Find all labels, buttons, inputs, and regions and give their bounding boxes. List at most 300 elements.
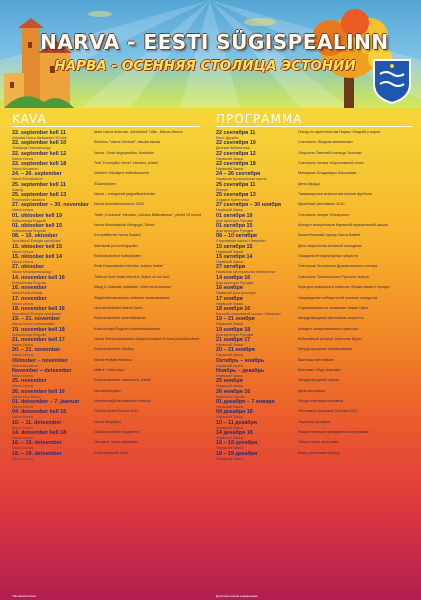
event-row	[216, 399, 416, 409]
event-venue: Narva Muusikakool	[12, 177, 43, 182]
event-venue: Спортивная школа «Энергия»	[216, 239, 267, 244]
event-row	[12, 430, 210, 440]
event-description: Narva Sümfooniaorkestri dirigendi Anatoli Schura juubelikontsert	[94, 336, 200, 341]
event-venue: Narva Linnus	[12, 249, 34, 254]
event-row	[12, 347, 210, 357]
event-description: Näitus "Ostes koju"	[94, 367, 126, 372]
event-venue: Бассейн спортивной школы «Энергия»	[216, 311, 282, 316]
event-description: Спектакль Таллиннского Русского театра	[298, 274, 369, 279]
event-venue: Нарвский Замок	[216, 342, 244, 347]
event-date: 08 – 10 октября	[216, 233, 257, 240]
event-when	[216, 399, 300, 409]
event-when	[216, 440, 300, 450]
event-description: Рождественская праздничная программа	[298, 429, 369, 434]
event-venue: Дом культуры Ругодив	[216, 229, 254, 234]
event-when	[12, 327, 96, 337]
event-when	[216, 213, 300, 223]
event-date: 22 сентября 10	[216, 140, 256, 147]
event-description: Eesti Draamateatri etendus „Istutus kastis“	[94, 264, 164, 269]
event-row	[216, 192, 416, 202]
poster-title-russian: НАРВА - ОСЕННЯЯ СТОЛИЦА ЭСТОНИИ	[54, 58, 356, 74]
event-description: Tallinna Vene teatri etendus „Naine on kui kuu“	[94, 274, 171, 279]
event-date: 24 – 26 сентября	[216, 171, 261, 178]
event-when	[216, 378, 300, 388]
event-when	[12, 306, 96, 316]
event-when	[216, 420, 300, 430]
event-venue: Йоаорг	[216, 187, 228, 192]
event-row	[216, 389, 416, 399]
event-venue: Narva Linnus	[12, 353, 34, 358]
event-when	[216, 182, 300, 192]
event-venue: Narva Linnus	[12, 301, 34, 306]
event-when	[216, 254, 300, 264]
event-date: 08. – 10. oktoober	[12, 233, 58, 240]
event-description: Мемориал Владимира Николаева	[298, 171, 357, 176]
event-row	[216, 358, 416, 368]
event-row	[12, 378, 210, 388]
event-row	[12, 306, 210, 316]
event-row	[216, 161, 416, 171]
event-row	[12, 264, 210, 274]
event-description: Südamepäev	[94, 181, 116, 186]
event-when	[12, 368, 96, 378]
event-description: Mark Narva ümbruse „Merekõnd“ Ulila - Narva-Jõesuu	[94, 130, 183, 134]
event-when	[12, 296, 96, 306]
event-row	[216, 378, 416, 388]
event-description: Noorteleabipäev	[94, 388, 121, 393]
heading-divider-estonian	[12, 126, 200, 127]
event-venue: võidukai Narva Aleksanteri 20 kirik	[12, 136, 67, 140]
event-venue: Нарвский Замок	[216, 167, 244, 172]
event-row	[12, 420, 210, 430]
event-when	[12, 182, 96, 192]
event-date: 19 – 21 ноября	[216, 316, 255, 323]
event-description: Rahvusvaheline kultuuripäev	[94, 254, 142, 259]
event-when	[12, 275, 96, 285]
event-description: Спектакль театра «Конкулюс»	[298, 212, 350, 217]
event-venue: Kultuurimaja Rugodiv	[12, 332, 47, 337]
event-row	[216, 202, 416, 212]
event-row	[216, 254, 416, 264]
event-description: Narva festivali eeskava	[94, 357, 132, 362]
event-row	[12, 233, 210, 243]
event-when	[12, 440, 96, 450]
event-when	[216, 316, 300, 326]
event-when	[12, 378, 96, 388]
event-when	[216, 140, 300, 150]
event-description: Концерт выпускников Нарвской музыкальной школы	[298, 223, 389, 228]
event-venue: Нарвский Замок	[216, 301, 244, 306]
event-row	[216, 171, 416, 181]
event-date: 17. november	[12, 295, 47, 302]
event-date: 22. september kell 11	[12, 130, 66, 136]
event-date: 18. november kell 16	[12, 305, 65, 312]
event-row	[12, 368, 210, 378]
event-date: 19. november kell 18	[12, 326, 65, 333]
event-date: 14. november kell 16	[12, 274, 65, 281]
event-description: Рождественская выставка	[298, 398, 343, 403]
event-date: Ноябрь – декабрь	[216, 367, 265, 374]
event-venue: Дом культуры Ругодив	[216, 218, 254, 223]
event-venue: Narva Keskraamatukogu	[12, 270, 52, 275]
event-description: Праздник этнокультурных обществ	[298, 254, 358, 259]
event-list-russian	[216, 130, 416, 461]
event-description: Соревнования по плаванию Нарва Open	[298, 305, 368, 310]
event-row	[12, 213, 210, 223]
event-when	[12, 223, 96, 233]
event-venue: Narva Linnus	[12, 342, 34, 347]
event-when	[216, 233, 300, 243]
column-heading-estonian: KAVA	[12, 112, 47, 126]
event-date: 15. oktoober kell 14	[12, 254, 63, 261]
event-date: 15. oktoober kell 15	[12, 243, 63, 250]
event-date: 21 ноября 17	[216, 336, 251, 343]
event-row	[216, 409, 416, 419]
event-when	[216, 223, 300, 233]
event-venue: Нарвский Замок	[216, 425, 244, 430]
event-row	[12, 254, 210, 264]
event-venue: Нарвский Замок	[216, 260, 244, 265]
event-row	[12, 171, 210, 181]
event-venue: Нарвский Дом культуры	[216, 291, 256, 296]
event-description: Международный турнир	[298, 378, 340, 383]
event-date: 14 ноября 16	[216, 274, 251, 281]
event-venue: Kultuurimaja Rugodiv	[12, 229, 47, 234]
event-date: 25. september kell 11	[12, 181, 66, 188]
event-date: 10. – 11. detsember	[12, 419, 62, 426]
event-date: 04 декабря 16	[216, 409, 253, 416]
event-venue: Нарвский Замок	[216, 249, 244, 254]
event-when	[12, 358, 96, 368]
event-venue: Narva Linnus	[12, 425, 34, 430]
event-description: Jõulukontsertide programm	[94, 429, 139, 434]
narva-coat-of-arms-icon	[372, 58, 412, 104]
event-description: Teat "Kuningliku hirmu" etendus, piletid	[94, 161, 158, 166]
event-row	[12, 399, 210, 409]
event-venue: Нарвская музыкальная школа	[216, 177, 267, 182]
event-when	[216, 151, 300, 161]
event-venue: Spordikooli Energia spordisaal	[12, 311, 61, 316]
event-when	[12, 399, 96, 409]
event-venue: Narva Linnus	[12, 373, 34, 378]
event-description: Rahvusvaheline operettifestivali	[94, 316, 146, 321]
event-when	[12, 451, 96, 461]
event-description: Награждение победителей осенних конкурсов	[298, 295, 378, 300]
event-date: 10 – 11 декабря	[216, 419, 257, 426]
event-when	[216, 327, 300, 337]
event-when	[12, 213, 96, 223]
event-description: Narva - Eesti sügispealinn. Avaüritus	[94, 150, 154, 155]
event-when	[216, 358, 300, 368]
event-description: Спектакль театра «Королевской ночи»	[298, 161, 365, 166]
event-when	[216, 347, 300, 357]
event-description: Товарищеская встреча ветеранов футбола	[298, 192, 372, 197]
event-row	[12, 192, 210, 202]
event-venue: Narva Kino Motvo	[12, 394, 41, 399]
event-row	[216, 213, 416, 223]
event-when	[216, 285, 300, 295]
event-date: 18. – 19. detsember	[12, 450, 62, 457]
event-venue: Narva Muuseum	[12, 167, 39, 172]
event-description: Rahvusvaheline võistlus	[94, 347, 134, 352]
event-when	[216, 368, 300, 378]
event-description: Sügisfestivaliraamatu võistluse autasustamine	[94, 295, 170, 300]
event-date: 04. detsember kell 16	[12, 409, 67, 416]
event-when	[12, 151, 96, 161]
event-date: 27. september – 30. november	[12, 202, 90, 209]
event-venue: Нарвский музей	[216, 363, 243, 368]
event-description: Rahvusvaheline valasturniir, piletid	[94, 378, 151, 383]
event-row	[12, 130, 210, 140]
event-when	[12, 347, 96, 357]
event-description: Filmide Motel Estonia 2010	[94, 409, 139, 414]
event-row	[12, 244, 210, 254]
event-when	[216, 451, 300, 461]
event-date: 22. september kell 12	[12, 150, 67, 157]
event-venue: Narva Linnus	[12, 446, 34, 451]
event-venue: Нарвский Замок	[216, 404, 244, 409]
event-date: 27 октября	[216, 264, 245, 271]
event-row	[12, 223, 210, 233]
event-row	[216, 420, 416, 430]
event-row	[216, 316, 416, 326]
event-date: 22. september kell 10	[12, 140, 67, 147]
event-date: 25. november	[12, 378, 47, 385]
event-venue: Нарвский Замок	[216, 384, 244, 389]
event-date: 22 сентября 12	[216, 150, 256, 157]
event-venue: Кинотеатр Мотво	[216, 394, 245, 399]
event-when	[12, 161, 96, 171]
event-venue: Kultuurimaja Rugodiv	[12, 218, 47, 223]
event-row	[12, 451, 210, 461]
event-description: Eksekus "Vaene hirvetall", tasuba tasuta	[94, 140, 160, 145]
event-venue: Teatrikoja Raamatukogu	[12, 146, 51, 151]
poster-title-estonian: NARVA - EESTI SÜGISPEALINN	[40, 30, 389, 54]
event-venue: Narva Linnus	[12, 208, 34, 213]
event-row	[216, 130, 416, 140]
event-venue: Дом культуры Ругодив	[216, 332, 254, 337]
event-venue: Стадион Кренгольм	[216, 198, 249, 203]
event-row	[12, 182, 210, 192]
event-venue: Нарвский Замок	[216, 373, 244, 378]
event-date: 26. november kell 16	[12, 388, 65, 395]
event-venue: Нарвский Замок	[216, 208, 244, 213]
event-row	[216, 296, 416, 306]
event-description: Нарвская ярмарка	[298, 419, 330, 424]
event-description: Баскетбольный турнир Narva Basket	[298, 233, 361, 238]
event-venue: Narva Kultuurimaja	[12, 291, 43, 296]
event-description: Verevesuarjä laudatsitseeri festival	[94, 398, 151, 403]
event-date: 27 сентября – 30 ноября	[216, 202, 282, 209]
event-date: 25 сентября 11	[216, 181, 256, 188]
event-description: Korvpalliturniir Narva Basket	[94, 233, 141, 238]
event-row	[12, 316, 210, 326]
event-date: 15 октября 14	[216, 254, 253, 261]
event-description: День молодёжи	[298, 388, 325, 393]
event-venue: Narva Linnus	[12, 435, 34, 440]
event-description: Открытие Осенней столицы Эстонии	[298, 150, 362, 155]
event-date: 15 октября 15	[216, 243, 253, 250]
event-description: Фестиваль фильмов Эстония 2010	[298, 409, 358, 414]
event-description: Международный фестиваль оперетты	[298, 316, 364, 321]
event-venue: Нарвский Замок	[216, 156, 244, 161]
event-date: 20 – 21 ноября	[216, 347, 255, 354]
event-description: Спектакль «Бедная маленькая»	[298, 140, 354, 145]
event-venue: Narva Linnus	[12, 404, 34, 409]
event-date: 19. – 21. november	[12, 316, 61, 323]
event-description: Выставка фестиваля	[298, 357, 335, 362]
event-description: День сердца	[298, 181, 320, 186]
event-when	[12, 140, 96, 150]
event-description: Narva Muusikakooli ühinguga "Ukina"	[94, 223, 156, 228]
event-description: Международные соревнования	[298, 347, 352, 352]
event-date: 20. – 21. november	[12, 347, 61, 354]
event-description: Mäng 6. klasside õpilastele „Mele linna kutsuse“	[94, 285, 173, 290]
event-when	[12, 430, 96, 440]
event-row	[12, 140, 210, 150]
event-date: 14 декабря 18	[216, 429, 253, 436]
event-date: 16 ноября	[216, 285, 243, 292]
event-when	[216, 161, 300, 171]
event-row	[216, 451, 416, 461]
event-description: Ülevaade uuest ankaaribst	[94, 440, 138, 445]
event-date: 22 сентября 18	[216, 161, 256, 168]
event-row	[216, 140, 416, 150]
event-date: 16. – 19. detsember	[12, 440, 62, 447]
event-row	[216, 182, 416, 192]
event-date: 17 ноября	[216, 295, 243, 302]
event-when	[216, 202, 300, 212]
event-date: 16. november	[12, 285, 47, 292]
event-venue: Joaorg	[12, 187, 23, 192]
event-description: Обзор новых программ	[298, 440, 338, 445]
event-description: Выставка «Иду знакомы»	[298, 367, 342, 372]
event-date: 01 октября 19	[216, 212, 253, 219]
event-description: Narva Marjaljuul	[94, 419, 121, 424]
event-venue: Kreenholmi staadion	[12, 198, 45, 203]
event-venue: Narva Linnus kultuurisaalis	[12, 322, 55, 327]
event-when	[216, 171, 300, 181]
event-row	[12, 389, 210, 399]
event-date: 16 – 19 декабря	[216, 440, 258, 447]
event-date: 25 ноября	[216, 378, 243, 385]
event-date: 19 ноября 18	[216, 326, 251, 333]
event-when	[12, 389, 96, 399]
event-description: Vladimir Nikolajevi mälestusturniir	[94, 171, 150, 176]
footer-info-estonian: Täiendavat teavet:	[12, 594, 37, 598]
event-when	[216, 306, 300, 316]
event-row	[12, 202, 210, 212]
event-description: Eesti kultuuride õhtut	[94, 450, 129, 455]
event-when	[216, 430, 300, 440]
event-when	[12, 285, 96, 295]
event-venue: Мост Дружбы	[216, 136, 239, 140]
event-description: Kultuurimaja Rugodiv sümfooniaorkester	[94, 326, 161, 331]
event-when	[12, 254, 96, 264]
event-row	[216, 337, 416, 347]
event-description: Narva – Ivangorodi jalgpallikohtumise	[94, 192, 156, 197]
event-description: Поход по окрестностям Нарвы «Ходьба у моря»	[298, 130, 381, 134]
event-row	[12, 151, 210, 161]
event-date: 01 декабря – 7 января	[216, 398, 275, 405]
event-description: Спектакль Эстонского Драматического театра	[298, 264, 378, 269]
event-row	[216, 244, 416, 254]
event-description: Aktivisatis ja loomingupäev	[94, 243, 139, 248]
event-when	[216, 192, 300, 202]
event-when	[12, 130, 96, 140]
event-date: 22 сентября 11	[216, 130, 256, 136]
event-venue: Нарвская Центральная библиотека	[216, 270, 276, 275]
event-description: Юбилейный концерт Анатолия Шуры	[298, 336, 362, 341]
event-venue: Нарвский Замок	[216, 446, 244, 451]
event-row	[216, 347, 416, 357]
heading-divider-russian	[216, 126, 412, 127]
event-date: 27. oktoober	[12, 264, 45, 271]
event-date: 01. oktoober kell 19	[12, 212, 63, 219]
event-when	[12, 202, 96, 212]
event-date: 25. september kell 13	[12, 192, 67, 199]
event-date: 14. detsember kell 18	[12, 429, 67, 436]
event-row	[216, 430, 416, 440]
event-venue: Нарвский Замок	[216, 435, 244, 440]
event-when	[12, 337, 96, 347]
event-when	[12, 171, 96, 181]
event-row	[216, 223, 416, 233]
event-row	[216, 368, 416, 378]
event-description: Игра для учащихся 6 классов «Фраки нашего города»	[298, 285, 391, 290]
event-description: Музейный фестиваль 2010	[298, 202, 345, 207]
event-venue: Narva Muuseum	[12, 363, 39, 368]
event-when	[12, 316, 96, 326]
event-description: Teatri „Konkulus“ etendus „Ustutus Bilkiloatesse“, piletid 15 krooni	[94, 212, 202, 217]
event-when	[12, 192, 96, 202]
event-description: Narva muusikamuuseum 2010	[94, 202, 145, 207]
column-heading-russian: ПРОГРАММА	[216, 112, 303, 126]
event-description: Ujumisvõistlused Narva Open	[94, 305, 143, 310]
event-date: Oktoober – november	[12, 357, 68, 364]
event-venue: Дом культуры Ругодив	[216, 280, 254, 285]
event-when	[216, 130, 300, 140]
event-venue: Нарвский Замок	[216, 456, 244, 461]
event-venue: Narva Linnus	[12, 456, 34, 461]
event-when	[216, 296, 300, 306]
event-date: 01. oktoober kell 15	[12, 223, 63, 230]
event-when	[12, 264, 96, 274]
event-date: November – detsember	[12, 367, 72, 374]
event-row	[216, 151, 416, 161]
event-row	[12, 440, 210, 450]
event-row	[216, 440, 416, 450]
event-venue: Нарвский Замок	[216, 415, 244, 420]
event-row	[216, 264, 416, 274]
event-date: 21. november kell 17	[12, 336, 65, 343]
event-row	[12, 358, 210, 368]
event-description: Концерт симфонического оркестра	[298, 326, 358, 331]
event-date: 01. detsember – 7. jaanuar	[12, 398, 80, 405]
event-venue: Kultuurimaja Rugodiv	[12, 280, 47, 285]
event-row	[12, 161, 210, 171]
event-venue: Нарвский Замок	[216, 322, 244, 327]
event-when	[12, 420, 96, 430]
footer-info-russian: Дополнительная информация	[216, 594, 258, 598]
event-venue: Нарвский Замок	[216, 353, 244, 358]
event-description: Вечер эстонских культур	[298, 450, 341, 455]
event-venue: Детская библиотека	[216, 146, 250, 151]
event-when	[12, 233, 96, 243]
event-date: 01 октября 15	[216, 223, 253, 230]
event-when	[216, 275, 300, 285]
event-when	[12, 409, 96, 419]
